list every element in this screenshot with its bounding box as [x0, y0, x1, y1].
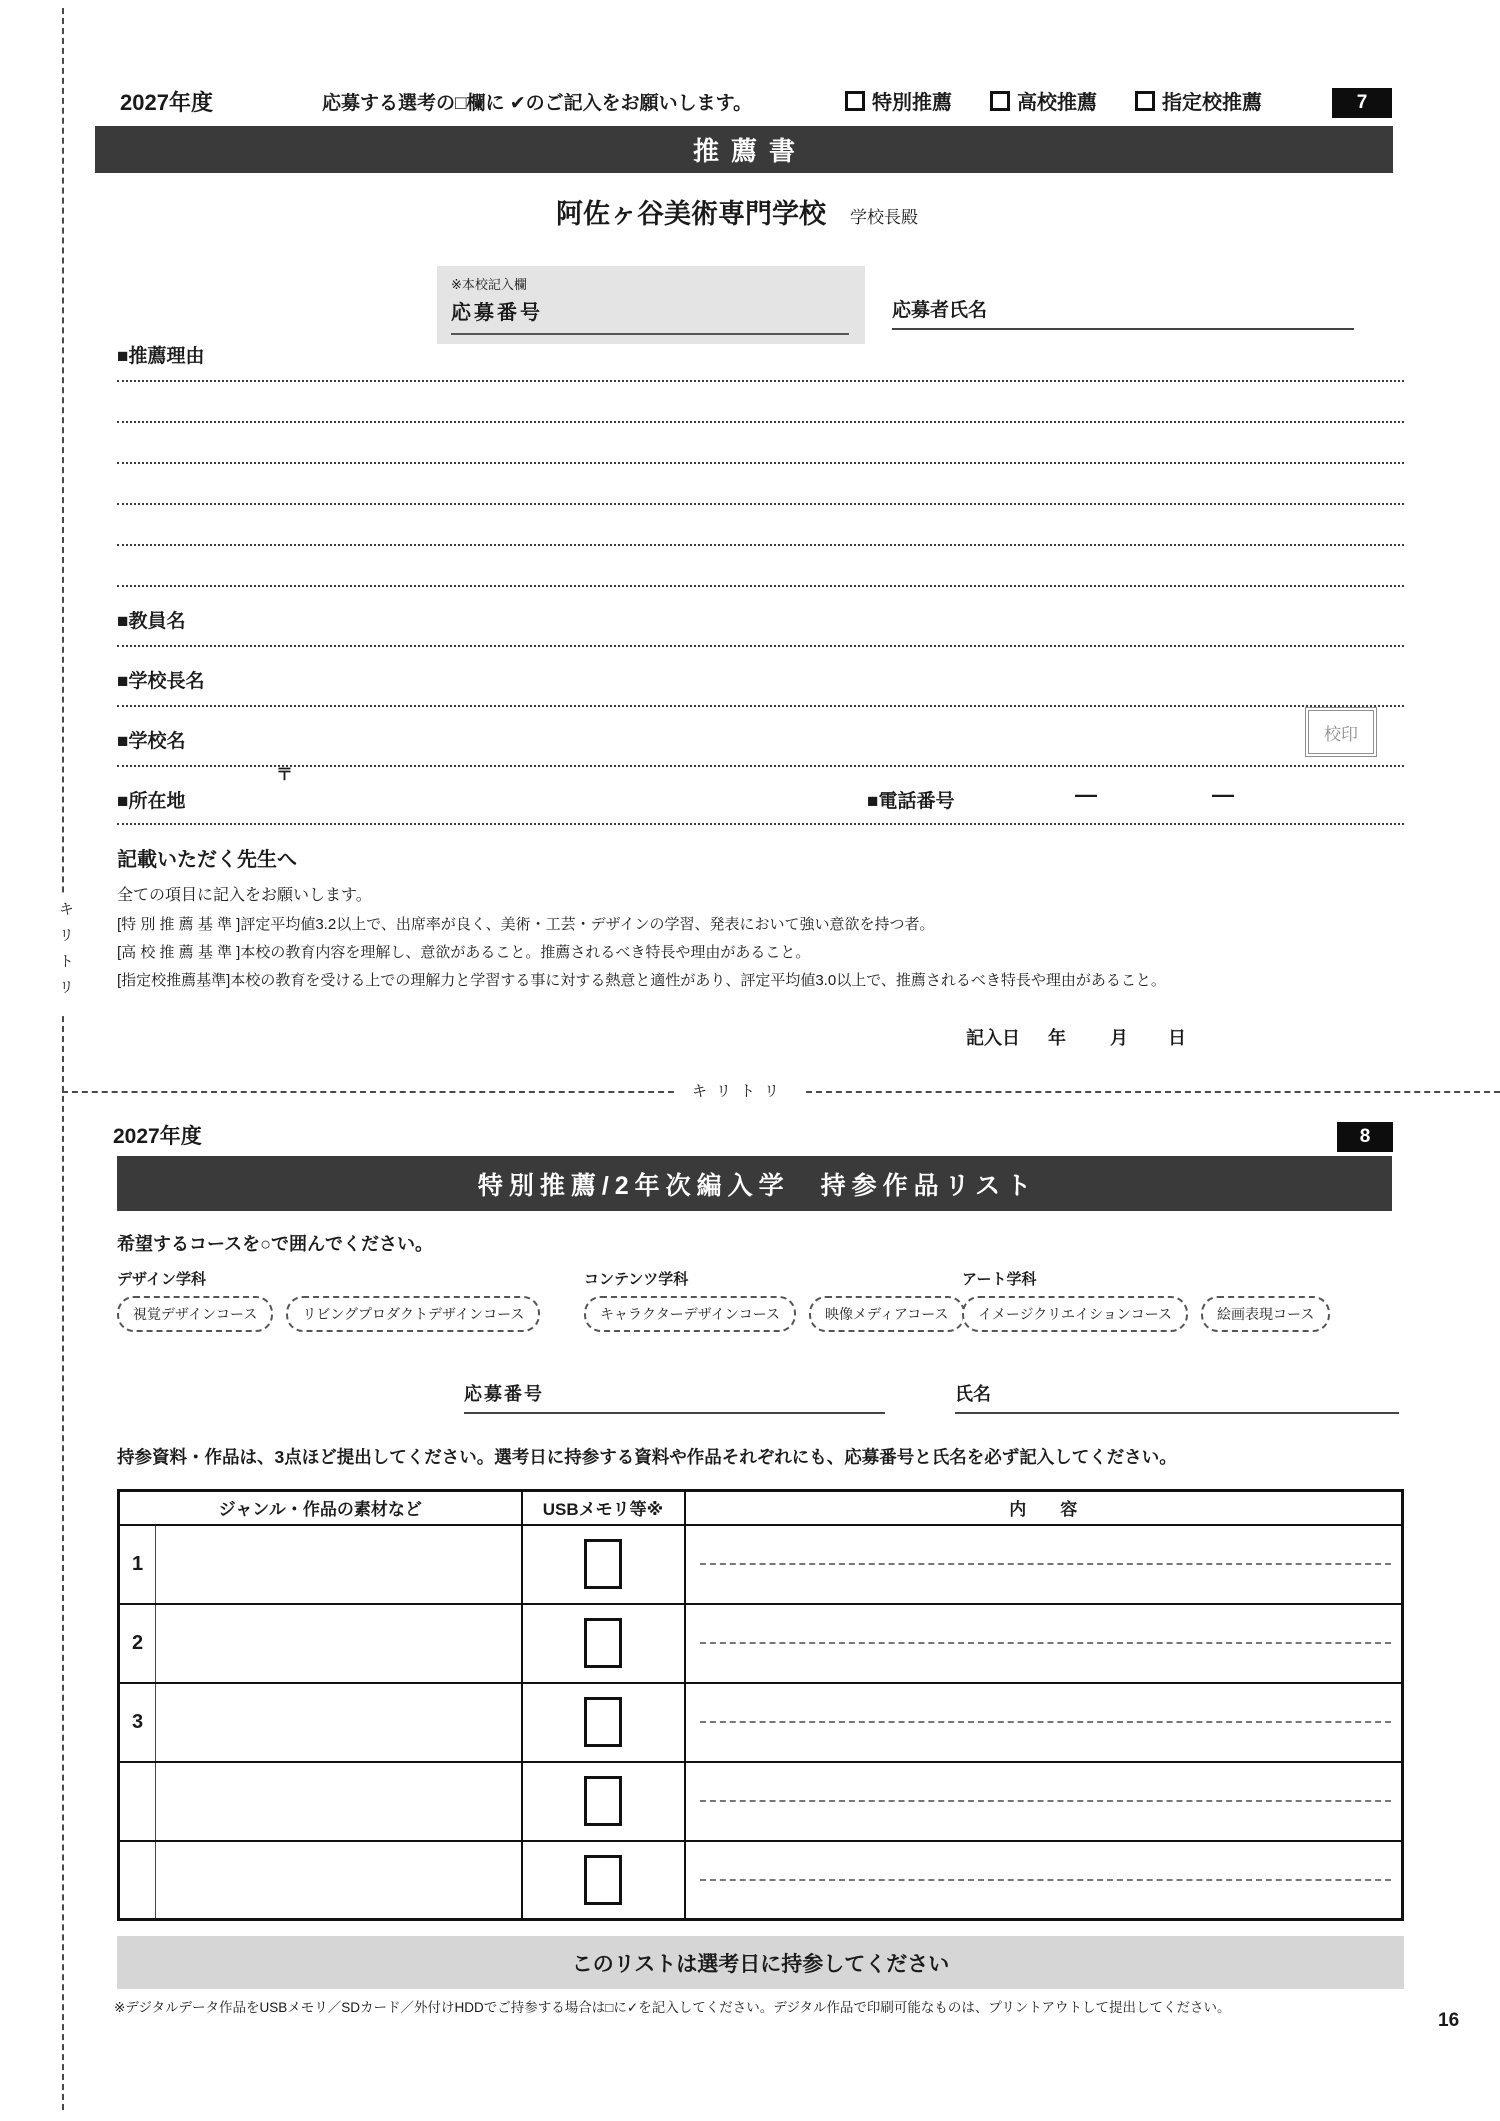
address-writing-line[interactable]	[117, 823, 1404, 825]
course-pill-painting-expression[interactable]: 絵画表現コース	[1201, 1296, 1330, 1332]
addressee-label: 学校長殿	[850, 208, 918, 227]
department-name: コンテンツ学科	[584, 1271, 689, 1288]
works-table-header-row	[119, 1491, 1403, 1525]
cut-dash-left	[62, 1091, 674, 1093]
course-pill-living-product-design[interactable]: リビングプロダクトデザインコース	[286, 1296, 540, 1332]
works-name-field[interactable]	[955, 1412, 1399, 1414]
bring-list-footer-bar: このリストは選考日に持参してください	[117, 1936, 1404, 1989]
department-name: デザイン学科	[117, 1271, 206, 1288]
row-number: 1	[119, 1525, 156, 1604]
phone-dash: —	[1212, 782, 1234, 807]
digital-data-fine-print: ※デジタルデータ作品をUSBメモリ／SDカード／外付けHDDでご持参する場合は□に✓を記入してください。デジタル作品で印刷可能なものは、プリントアウトして提出してください。	[114, 2000, 1231, 2015]
top-instruction: 応募する選考の□欄に ✔のご記入をお願いします。	[322, 93, 753, 114]
teacher-name-label: ■教員名	[117, 611, 186, 632]
school-name: 阿佐ヶ谷美術専門学校	[556, 199, 826, 229]
department-design	[117, 1268, 540, 1332]
school-name-label: ■学校名	[117, 731, 186, 752]
genre-cell[interactable]	[156, 1525, 522, 1604]
horizontal-cut-line	[62, 1081, 1500, 1102]
course-pill-image-creation[interactable]: イメージクリエイションコース	[962, 1296, 1188, 1332]
phone-label: ■電話番号	[867, 791, 955, 812]
usb-checkbox[interactable]	[584, 1776, 622, 1826]
content-writing-line	[700, 1642, 1392, 1644]
usb-cell	[522, 1525, 685, 1604]
applicant-name-field[interactable]	[892, 328, 1354, 330]
genre-cell[interactable]	[156, 1841, 522, 1920]
reason-writing-line[interactable]	[117, 462, 1404, 464]
recommendation-type-checkbox-row	[845, 86, 1262, 115]
row-number	[119, 1762, 156, 1841]
usb-cell	[522, 1841, 685, 1920]
cut-dash-right	[806, 1091, 1500, 1093]
works-name-label: 氏名	[955, 1384, 991, 1404]
content-writing-line	[700, 1563, 1392, 1565]
reason-writing-line[interactable]	[117, 380, 1404, 382]
principal-name-writing-line[interactable]	[117, 705, 1404, 707]
applicant-name-label: 応募者氏名	[892, 300, 988, 321]
page-badge-7: 7	[1332, 88, 1392, 118]
school-address-line	[556, 192, 918, 231]
works-table-row	[119, 1683, 1403, 1762]
content-cell[interactable]	[685, 1525, 1403, 1604]
genre-cell[interactable]	[156, 1604, 522, 1683]
page-number: 16	[1438, 2010, 1460, 2031]
bring-works-instruction: 持参資料・作品は、3点ほど提出してください。選考日に持参する資料や作品それぞれにも、応募番号と氏名を必ず記入してください。	[117, 1447, 1177, 1467]
phone-dash: —	[1075, 782, 1097, 807]
usb-cell	[522, 1683, 685, 1762]
application-number-label: 応募番号	[451, 302, 543, 324]
reason-writing-line[interactable]	[117, 585, 1404, 587]
header-usb: USBメモリ等※	[522, 1491, 685, 1525]
date-written-label: 記入日	[966, 1028, 1020, 1048]
header-genre: ジャンル・作品の素材など	[119, 1491, 522, 1525]
course-pill-character-design[interactable]: キャラクターデザインコース	[584, 1296, 796, 1332]
top-year-label: 2027年度	[120, 90, 213, 115]
date-year-label: 年	[1048, 1028, 1066, 1048]
designated-school-recommendation-checkbox[interactable]	[1135, 91, 1155, 111]
course-pill-visual-design[interactable]: 視覚デザインコース	[117, 1296, 273, 1332]
application-number-field[interactable]	[451, 333, 849, 335]
form-title-recommendation: 推薦書	[95, 126, 1393, 173]
department-name: アート学科	[962, 1271, 1037, 1288]
postal-mark: 〒	[276, 765, 293, 784]
works-application-number-label: 応募番号	[464, 1384, 544, 1404]
note-line: [高 校 推 薦 基 準 ]本校の教育内容を理解し、意欲があること。推薦されるべき特長や理由があること。	[117, 944, 811, 961]
school-name-writing-line[interactable]	[117, 765, 1404, 767]
address-label: ■所在地	[117, 791, 186, 812]
content-cell[interactable]	[685, 1762, 1403, 1841]
note-line: 全ての項目に記入をお願いします。	[117, 887, 372, 904]
note-line: [特 別 推 薦 基 準 ]評定平均値3.2以上で、出席率が良く、美術・工芸・デザインの学習、発表において強い意欲を持つ者。	[117, 916, 935, 933]
checkbox-item-highschool	[990, 86, 1097, 115]
page-badge-8: 8	[1337, 1122, 1393, 1152]
principal-name-label: ■学校長名	[117, 671, 205, 692]
vertical-cut-label: キリトリ	[50, 893, 76, 1013]
content-writing-line	[700, 1721, 1392, 1723]
checkbox-item-special	[845, 86, 952, 115]
usb-cell	[522, 1762, 685, 1841]
content-cell[interactable]	[685, 1683, 1403, 1762]
office-use-note: ※本校記入欄	[451, 277, 527, 292]
works-application-number-field[interactable]	[464, 1412, 885, 1414]
reason-section-label: ■推薦理由	[117, 346, 205, 367]
note-line: [指定校推薦基準]本校の教育を受ける上での理解力と学習する事に対する熱意と適性があり、評定平均値3.0以上で、推薦されるべき特長や理由があること。	[117, 972, 1166, 989]
works-table-row	[119, 1762, 1403, 1841]
reason-writing-line[interactable]	[117, 503, 1404, 505]
department-art	[962, 1268, 1330, 1332]
content-cell[interactable]	[685, 1604, 1403, 1683]
row-number	[119, 1841, 156, 1920]
genre-cell[interactable]	[156, 1683, 522, 1762]
usb-checkbox[interactable]	[584, 1697, 622, 1747]
date-day-label: 日	[1168, 1028, 1186, 1048]
works-table-row	[119, 1841, 1403, 1920]
works-table-row	[119, 1604, 1403, 1683]
special-recommendation-label: 特別推薦	[872, 92, 952, 114]
usb-cell	[522, 1604, 685, 1683]
reason-writing-line[interactable]	[117, 421, 1404, 423]
usb-checkbox[interactable]	[584, 1618, 622, 1668]
date-month-label: 月	[1110, 1028, 1128, 1048]
usb-checkbox[interactable]	[584, 1855, 622, 1905]
school-seal-box: 校印	[1308, 710, 1374, 754]
row-number: 2	[119, 1604, 156, 1683]
designated-school-recommendation-label: 指定校推薦	[1162, 92, 1262, 114]
notes-heading: 記載いただく先生へ	[117, 849, 297, 871]
vertical-cut-line	[62, 8, 64, 2110]
works-table-row	[119, 1525, 1403, 1604]
usb-checkbox[interactable]	[584, 1539, 622, 1589]
checkbox-item-designated	[1135, 86, 1262, 115]
course-circle-instruction: 希望するコースを○で囲んでください。	[117, 1234, 433, 1254]
bottom-year-label: 2027年度	[113, 1125, 202, 1148]
works-table	[117, 1489, 1404, 1921]
course-pill-visual-media[interactable]: 映像メディアコース	[809, 1296, 964, 1332]
horizontal-cut-label: キリトリ	[692, 1083, 789, 1100]
office-use-box	[437, 266, 865, 344]
header-content: 内 容	[685, 1491, 1403, 1525]
content-writing-line	[700, 1800, 1392, 1802]
form-title-works-list: 特別推薦/2年次編入学 持参作品リスト	[117, 1156, 1392, 1211]
row-number: 3	[119, 1683, 156, 1762]
reason-writing-line[interactable]	[117, 544, 1404, 546]
department-contents	[584, 1268, 965, 1332]
special-recommendation-checkbox[interactable]	[845, 91, 865, 111]
content-writing-line	[700, 1879, 1392, 1881]
highschool-recommendation-label: 高校推薦	[1017, 92, 1097, 114]
content-cell[interactable]	[685, 1841, 1403, 1920]
highschool-recommendation-checkbox[interactable]	[990, 91, 1010, 111]
genre-cell[interactable]	[156, 1762, 522, 1841]
teacher-name-writing-line[interactable]	[117, 645, 1404, 647]
